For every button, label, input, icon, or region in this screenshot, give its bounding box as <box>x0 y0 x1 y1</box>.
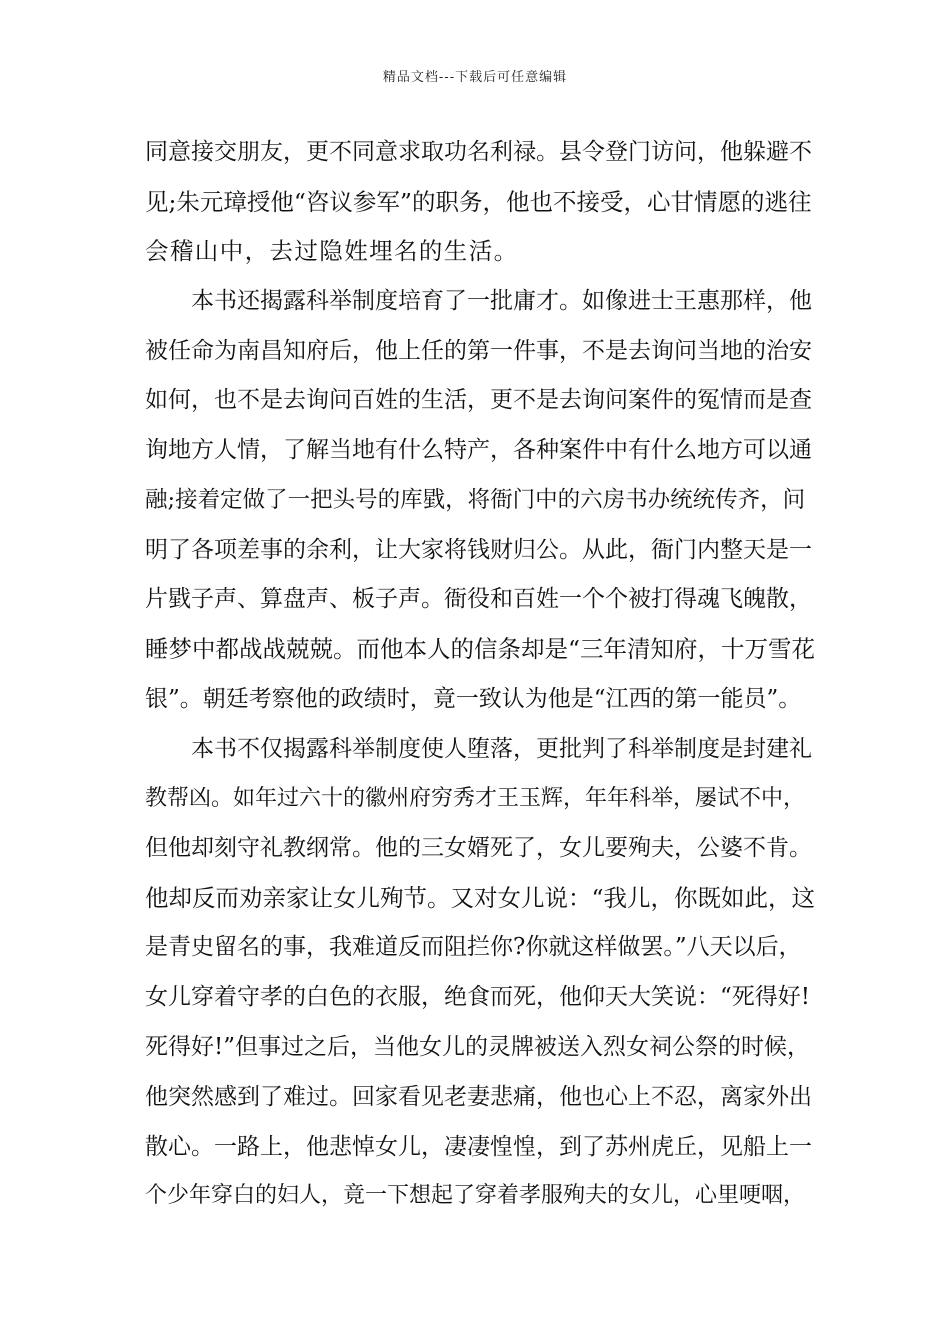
text-line: 他突然感到了难过。回家看见老妻悲痛，他也心上不忍，离家外出 <box>145 1084 812 1110</box>
text-line: 是青史留名的事，我难道反而阻拦你?你就这样做罢。”八天以后， <box>145 934 802 960</box>
text-line: 他却反而劝亲家让女儿殉节。又对女儿说：“我儿，你既如此，这 <box>145 884 816 912</box>
text-line: 片戥子声、算盘声、板子声。衙役和百姓一个个被打得魂飞魄散， <box>145 586 812 612</box>
text-line: 银”。朝廷考察他的政绩时，竟一致认为他是“江西的第一能员”。 <box>145 686 802 712</box>
text-line: 询地方人情，了解当地有什么特产，各种案件中有什么地方可以通 <box>145 437 812 463</box>
text-line: 本书不仅揭露科举制度使人堕落，更批判了科举制度是封建礼 <box>145 736 812 762</box>
text-line: 教帮凶。如年过六十的徽州府穷秀才王玉辉，年年科举，屡试不中， <box>145 786 806 811</box>
text-line: 见;朱元璋授他“咨议参军”的职务，他也不接受，心甘情愿的逃往 <box>145 188 812 216</box>
page-header: 精品文档---下载后可任意编辑 <box>382 70 568 85</box>
text-line: 女儿穿着守孝的白色的衣服，绝食而死，他仰天大笑说：“死得好! <box>145 984 811 1010</box>
text-line: 散心。一路上，他悲悼女儿，凄凄惶惶，到了苏州虎丘，见船上一 <box>145 1134 812 1160</box>
text-line: 融;接着定做了一把头号的库戥，将衙门中的六房书办统统传齐，问 <box>145 487 806 513</box>
text-line: 但他却刻守礼教纲常。他的三女婿死了，女儿要殉夫，公婆不肯。 <box>145 835 812 861</box>
text-line: 本书还揭露科举制度培育了一批庸才。如像进士王惠那样，他 <box>145 288 812 314</box>
text-line: 会稽山中，去过隐姓埋名的生活。 <box>145 237 519 265</box>
text-line: 死得好!”但事过之后，当他女儿的灵牌被送入烈女祠公祭的时候， <box>145 1034 811 1060</box>
text-line: 如何，也不是去询问百姓的生活，更不是去询问案件的冤情而是查 <box>145 387 812 413</box>
text-line: 明了各项差事的余利，让大家将钱财归公。从此，衙门内整天是一 <box>145 537 812 563</box>
text-line: 睡梦中都战战兢兢。而他本人的信条却是“三年清知府，十万雪花 <box>145 635 816 663</box>
text-line: 同意接交朋友，更不同意求取功名利禄。县令登门访问，他躲避不 <box>145 139 812 165</box>
text-line: 个少年穿白的妇人，竟一下想起了穿着孝服殉夫的女儿，心里哽咽， <box>145 1183 806 1208</box>
text-line: 被任命为南昌知府后，他上任的第一件事，不是去询问当地的治安 <box>145 338 812 364</box>
